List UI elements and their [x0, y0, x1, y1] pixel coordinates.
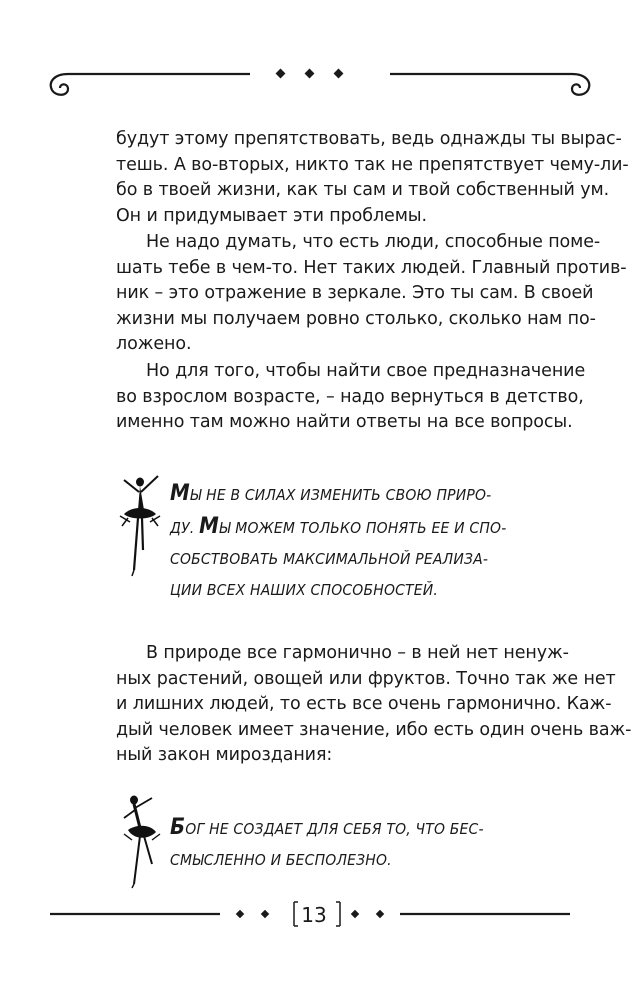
text-line: бо в твоей жизни, как ты сам и твой собственный ум. [116, 180, 610, 201]
quote-line [170, 511, 507, 544]
paragraph-1 [116, 127, 629, 229]
text-line: жизни мы получаем ровно столько, сколько нам по- [116, 308, 596, 329]
quote-text: ОГ НЕ СОЗДАЕТ ДЛЯ СЕБЯ ТО, ЧТО БЕС- [185, 820, 484, 838]
header-ornament [40, 60, 600, 100]
drop-cap: Б [170, 815, 186, 840]
quote-line [170, 478, 500, 511]
text-line: во взрослом возрасте, – надо вернуться в детство, [116, 386, 584, 407]
quote-text: Ы МОЖЕМ ТОЛЬКО ПОНЯТЬ ЕЕ И СПО- [218, 519, 507, 537]
quote-1 [170, 478, 507, 606]
quote-line [170, 812, 500, 845]
text-line: и лишних людей, то есть все очень гармонично. Каж- [116, 694, 612, 715]
text-line: Не надо думать, что есть люди, способные поме- [146, 232, 601, 252]
quote-text: ДУ. [170, 519, 200, 537]
paragraph-4 [116, 641, 632, 769]
text-line: В природе все гармонично – в ней нет ненуж- [146, 643, 569, 663]
ballerina-illustration [110, 470, 170, 584]
text-line: тешь. А во-вторых, никто так не препятствует чему-ли- [116, 154, 629, 175]
text-line: шать тебе в чем-то. Нет таких людей. Главный против- [116, 257, 627, 278]
page-number: 13 [301, 903, 327, 927]
quote-line: СМЫСЛЕННО И БЕСПОЛЕЗНО. [170, 851, 392, 869]
text-line: ных растений, овощей или фруктов. Точно так же нет [116, 668, 616, 689]
paragraph-3 [116, 359, 586, 436]
drop-cap: М [199, 514, 219, 539]
quote-line: ЦИИ ВСЕХ НАШИХ СПОСОБНОСТЕЙ. [170, 581, 439, 599]
text-line: ный закон мироздания: [116, 745, 333, 766]
text-line: дый человек имеет значение, ибо есть один очень важ- [116, 719, 632, 740]
text-line: будут этому препятствовать, ведь однажды ты вырас- [116, 129, 622, 149]
drop-cap: М [170, 481, 190, 506]
quote-2 [170, 812, 500, 876]
quote-line: СОБСТВОВАТЬ МАКСИМАЛЬНОЙ РЕАЛИЗА- [170, 550, 489, 568]
quote-text: Ы НЕ В СИЛАХ ИЗМЕНИТЬ СВОЮ ПРИРО- [189, 486, 492, 504]
text-line: ник – это отражение в зеркале. Это ты сам. В своей [116, 283, 594, 304]
ballerina-illustration [112, 790, 172, 894]
text-line: ложено. [116, 334, 192, 355]
text-line: Но для того, чтобы найти свое предназначение [146, 361, 586, 381]
text-line: Он и придумывает эти проблемы. [116, 205, 427, 226]
text-line: именно там можно найти ответы на все вопросы. [116, 412, 573, 433]
paragraph-2 [116, 230, 627, 358]
